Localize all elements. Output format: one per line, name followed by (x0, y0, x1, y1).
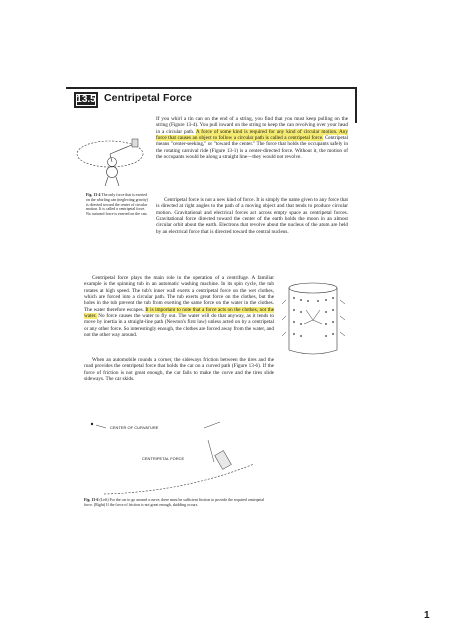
tub-wall (289, 288, 337, 354)
figure-13-6-text: (Left) For the car to go around a curve, there must be sufficient friction to provide the required centripetal force. (Right) If the force of friction is not great enough, skidding occurs. (84, 498, 265, 507)
figure-13-4-caption (86, 193, 150, 217)
string (110, 144, 134, 154)
paragraph-4: When an automobile rounds a corner, the sideways friction between the tires and the road provides the centripetal force that holds the car on a curved path (Figure 13-6). If the force of friction is not great enough, the car fails to make the curve and the tires slide sideways. The car skids. (84, 357, 274, 383)
tub-holes (293, 297, 334, 337)
person-legs (105, 177, 119, 186)
tin-can (132, 139, 138, 147)
tub-rim (289, 283, 337, 293)
figure-13-4-text: The only force that is exerted on the whirling can (neglecting gravity) is directed toward the center of circular motion. It is called a centripetal force. No outward force is exerted on the can. (86, 193, 148, 217)
header-rule (66, 87, 356, 89)
water-streaks (282, 300, 345, 336)
person-body (107, 167, 118, 178)
paragraph-1-text-cont: Centripetal means "center-seeking," or "toward the center." The force that holds the occupants safely in the rotating carnival ride (Figure 13-1) is a center-directed force. Without it, the motion of the occupants would be along a straight line—they would not revolve. (156, 135, 348, 161)
section-title: Centripetal Force (104, 92, 193, 104)
paragraph-3-text: Centripetal force plays the main role in the operation of a centrifuge. A familiar example is the spinning tub in an automatic washing machine. In its spin cycle, the tub rotates at high speed. The tub's inner wall exerts a centripetal force on the wet clothes, which are forced into a circular path. The tub exerts great force on the clothes, but the holes in the tub prevent the tub from exerting the same force on the water in the clothes. The water therefore escapes. (84, 275, 274, 313)
whirling-can-illustration (72, 110, 152, 190)
paragraph-1-text: If you whirl a tin can on the end of a string, you find that you must keep pulling on the string (Figure 13-4). You pull inward on the string to keep the can revolving over your head in a circular path. (156, 116, 348, 135)
highlighted-text: A force of some kind is required for any kind of circular motion. Any force that causes an object to follow a circular path is called a centripetal force. (156, 128, 348, 142)
center-of-curvature-label: CENTER OF CURVATURE (110, 425, 159, 430)
paragraph-1 (156, 116, 348, 160)
page-number: 1 (424, 610, 430, 621)
paragraph-3 (84, 275, 274, 338)
figure-13-6-caption (84, 498, 274, 508)
paragraph-3-text-cont: No force causes the water to fly out. The water will do that anyway, as it tends to move by inertia in a straight-line path (Newton's first law) unless acted on by a centripetal or any other force. So interestingly enough, the clothes are forced away from the water, and not the other way around. (84, 313, 274, 339)
spinning-tub-illustration (282, 280, 348, 360)
section-number: 13.5 (74, 92, 98, 108)
figure-13-4-label: Fig. 13-4 (86, 193, 101, 197)
curve-diagram-labels (84, 418, 284, 498)
highlighted-text: It is important to note that a force acts on the clothes, not the water. (84, 306, 274, 320)
header-side-rule (355, 87, 357, 123)
tub-center-fan (304, 310, 322, 324)
paragraph-2: Centripetal force is not a new kind of force. It is simply the name given to any force that is directed at right angles to the path of a moving object and that tends to produce circular motion. Gravitational and electrical forces act across empty space as centripetal forces. Gravitational force directed toward the center of the earth holds the moon in an almost circular orbit about the earth. Electrons that revolve about the nucleus of the atom are held by an electrical force that is directed toward the central nucleus. (156, 197, 348, 235)
centripetal-force-label: CENTRIPETAL FORCE (142, 456, 185, 461)
figure-13-6-label: Fig. 13-6 (84, 498, 99, 502)
